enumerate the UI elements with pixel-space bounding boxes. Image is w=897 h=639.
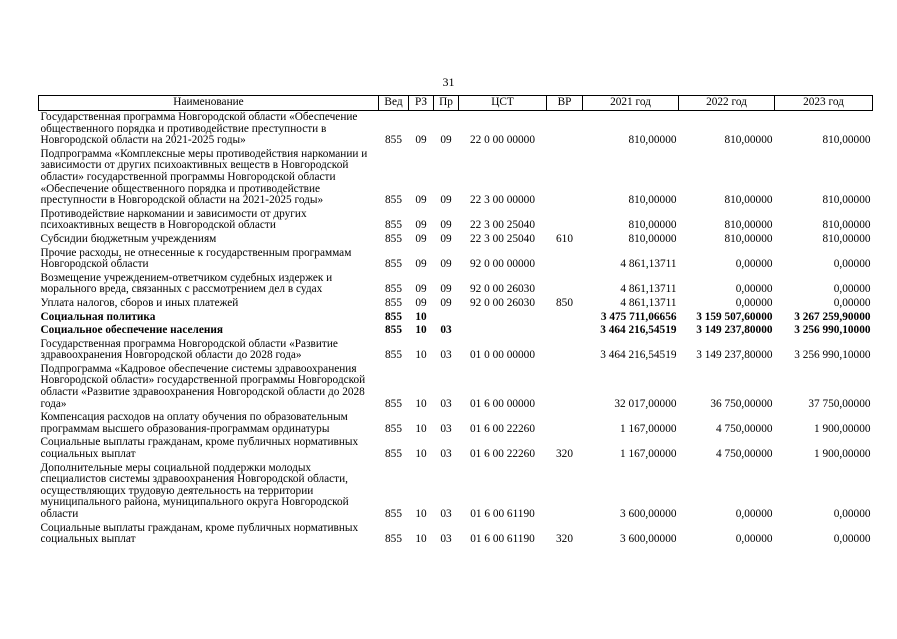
- cell-2021: 4 861,13711: [620, 283, 677, 296]
- cell-2021: 810,00000: [628, 134, 677, 147]
- cell-name: Государственная программа Новгородской области «Обеспечение общественного порядка и противодействие преступности в Новгородской области на 2021-2025 годы»: [40, 111, 358, 147]
- cell-ved: 855: [385, 324, 402, 337]
- cell-2022: 3 149 237,80000: [696, 324, 773, 337]
- cell-vr: 850: [556, 296, 573, 309]
- cell-2022: 810,00000: [724, 232, 773, 245]
- cell-2021: 3 464 216,54519: [600, 349, 677, 362]
- cell-name: Социальное обеспечение населения: [40, 324, 223, 337]
- cell-2021: 32 017,00000: [614, 397, 677, 410]
- page-number: 31: [442, 75, 455, 89]
- header-name: Наименование: [39, 96, 379, 111]
- cell-cst: 22 3 00 25040: [470, 232, 535, 245]
- cell-pr: 09: [440, 296, 452, 309]
- cell-2022: 810,00000: [724, 134, 773, 147]
- table-row: [39, 522, 873, 547]
- cell-cst: [459, 324, 547, 338]
- cell-name: Возмещение учреждением-ответчиком судебных издержек и морального вреда, связанных с рассмотрением дел в судах: [40, 271, 333, 296]
- cell-rz: 09: [415, 258, 427, 271]
- cell-pr: 09: [440, 219, 452, 232]
- header-vr: ВР: [547, 96, 583, 111]
- cell-vr: [547, 272, 583, 297]
- cell-ved: 855: [385, 296, 402, 309]
- cell-cst: 01 6 00 61190: [470, 508, 535, 520]
- cell-2022: 810,00000: [724, 219, 773, 232]
- cell-2021: 4 861,13711: [620, 296, 677, 309]
- cell-name: Компенсация расходов на оплату обучения по образовательным программам высшего образования-программам ординатуры: [40, 411, 348, 435]
- table-row: [39, 436, 873, 461]
- cell-rz: 09: [415, 283, 427, 296]
- header-rz: РЗ: [409, 96, 434, 111]
- cell-pr: 09: [440, 134, 452, 147]
- cell-vr: [547, 338, 583, 363]
- cell-name: Уплата налогов, сборов и иных платежей: [40, 296, 239, 309]
- cell-vr: [547, 363, 583, 411]
- cell-pr: 09: [440, 194, 452, 207]
- cell-ved: 855: [385, 258, 402, 271]
- cell-pr: 09: [440, 258, 452, 271]
- header-pr: Пр: [434, 96, 459, 111]
- cell-rz: 09: [415, 232, 427, 245]
- cell-ved: 855: [385, 448, 402, 461]
- cell-2023: 810,00000: [822, 219, 871, 232]
- table-row: [39, 233, 873, 247]
- cell-rz: 10: [415, 448, 427, 461]
- cell-cst: 92 0 00 00000: [470, 258, 535, 271]
- cell-2022: 4 750,00000: [716, 448, 773, 461]
- cell-cst: 22 3 00 00000: [470, 194, 535, 207]
- cell-vr: [547, 148, 583, 208]
- cell-2023: 1 900,00000: [814, 448, 871, 461]
- cell-vr: [547, 411, 583, 436]
- cell-rz: 10: [415, 533, 427, 546]
- cell-name: Государственная программа Новгородской области «Развитие здравоохранения Новгородской области до 2028 года»: [40, 337, 338, 362]
- cell-2021: 1 167,00000: [620, 448, 677, 461]
- cell-2022: 4 750,00000: [716, 422, 773, 435]
- cell-pr: 09: [440, 283, 452, 296]
- cell-vr: [547, 462, 583, 522]
- cell-ved: 855: [385, 533, 402, 546]
- cell-name: Социальные выплаты гражданам, кроме публичных нормативных социальных выплат: [40, 521, 359, 546]
- cell-2023: 0,00000: [833, 508, 871, 520]
- cell-vr: 320: [556, 448, 573, 461]
- cell-cst: 01 6 00 22260: [470, 448, 535, 461]
- cell-2023: 37 750,00000: [808, 397, 871, 410]
- cell-vr: [547, 208, 583, 233]
- cell-2022: 36 750,00000: [710, 397, 773, 410]
- cell-ved: 855: [385, 283, 402, 296]
- cell-vr: 320: [556, 533, 573, 546]
- cell-ved: 855: [385, 349, 402, 362]
- cell-ved: 855: [385, 232, 402, 245]
- cell-vr: 610: [556, 232, 573, 245]
- cell-ved: 855: [385, 422, 402, 435]
- table-row: [39, 363, 873, 411]
- cell-vr: [547, 311, 583, 325]
- table-row: [39, 208, 873, 233]
- cell-2023: 1 900,00000: [814, 422, 871, 435]
- cell-vr: [547, 324, 583, 338]
- cell-2021: 3 475 711,06656: [600, 310, 677, 323]
- cell-name: Подпрограмма «Кадровое обеспечение системы здравоохранения Новгородской области» государственной программы Новгородской области «Развитие здравоохранения Новгородской области до 2028 года»: [40, 362, 366, 410]
- header-2022: 2022 год: [679, 96, 775, 111]
- cell-rz: 09: [415, 194, 427, 207]
- cell-2021: 3 600,00000: [620, 533, 677, 546]
- cell-2021: 3 600,00000: [620, 508, 677, 520]
- table-row: [39, 338, 873, 363]
- cell-rz: 10: [415, 397, 427, 410]
- cell-pr: 09: [440, 232, 452, 245]
- cell-pr: 03: [440, 422, 452, 435]
- cell-rz: 10: [415, 422, 427, 435]
- header-ved: Вед: [379, 96, 409, 111]
- header-cst: ЦСТ: [459, 96, 547, 111]
- cell-2022: 0,00000: [735, 296, 773, 309]
- table-row: [39, 297, 873, 311]
- cell-rz: 10: [415, 349, 427, 362]
- cell-name: Противодействие наркомании и зависимости от других психоактивных веществ в Новгородской области: [40, 207, 307, 232]
- cell-ved: 855: [385, 194, 402, 207]
- cell-vr: [547, 111, 583, 148]
- cell-2023: 3 267 259,90000: [794, 310, 871, 323]
- cell-ved: 855: [385, 134, 402, 147]
- cell-rz: 09: [415, 219, 427, 232]
- cell-2023: 3 256 990,10000: [794, 349, 871, 362]
- cell-ved: 855: [385, 508, 402, 520]
- table-body: [39, 111, 873, 547]
- cell-ved: 855: [385, 310, 402, 323]
- cell-2021: 1 167,00000: [620, 422, 677, 435]
- cell-cst: 92 0 00 26030: [470, 283, 535, 296]
- cell-cst: 01 6 00 00000: [470, 397, 535, 410]
- table-row: [39, 272, 873, 297]
- cell-2021: 810,00000: [628, 219, 677, 232]
- table-row: [39, 324, 873, 338]
- cell-name: Подпрограмма «Комплексные меры противодействия наркомании и зависимости от других психоактивных веществ в Новгородской области» государственной программы Новгородской области «Обеспечение общественного порядка и противодействие преступности в Новгородской области на 2021-2025 годы»: [40, 147, 368, 207]
- cell-2022: 3 149 237,80000: [696, 349, 773, 362]
- cell-name: Дополнительные меры социальной поддержки молодых специалистов системы здравоохранения Новгородской области, осуществляющих трудовую деятельность на территории муниципального района, муниципального округа Новгородской области: [40, 461, 349, 520]
- cell-pr: [434, 311, 459, 325]
- cell-2023: 0,00000: [833, 533, 871, 546]
- cell-name: Прочие расходы, не отнесенные к государственным программам Новгородской области: [40, 246, 352, 271]
- cell-2022: 3 159 507,60000: [696, 310, 773, 323]
- budget-table: [38, 95, 873, 547]
- table-row: [39, 462, 873, 522]
- cell-rz: 09: [415, 296, 427, 309]
- cell-2023: 810,00000: [822, 194, 871, 207]
- cell-pr: 03: [440, 533, 452, 546]
- table-row: [39, 111, 873, 148]
- cell-ved: 855: [385, 397, 402, 410]
- cell-rz: 10: [415, 324, 427, 337]
- cell-rz: 10: [415, 508, 427, 520]
- cell-cst: 92 0 00 26030: [470, 296, 535, 309]
- header-2021: 2021 год: [583, 96, 679, 111]
- cell-2022: 0,00000: [735, 283, 773, 296]
- cell-2022: 810,00000: [724, 194, 773, 207]
- cell-pr: 03: [440, 508, 452, 520]
- cell-pr: 03: [440, 349, 452, 362]
- cell-2021: 4 861,13711: [620, 258, 677, 271]
- cell-2023: 0,00000: [833, 296, 871, 309]
- cell-2021: 3 464 216,54519: [600, 324, 677, 337]
- cell-2023: 3 256 990,10000: [794, 324, 871, 337]
- cell-cst: 01 6 00 22260: [470, 422, 535, 435]
- header-2023: 2023 год: [775, 96, 873, 111]
- cell-2021: 810,00000: [628, 232, 677, 245]
- cell-2022: 0,00000: [735, 258, 773, 271]
- cell-2022: 0,00000: [735, 533, 773, 546]
- table-header-row: [39, 96, 873, 111]
- cell-2023: 0,00000: [833, 258, 871, 271]
- cell-name: Субсидии бюджетным учреждениям: [40, 232, 217, 245]
- cell-2021: 810,00000: [628, 194, 677, 207]
- cell-2023: 810,00000: [822, 134, 871, 147]
- cell-cst: 01 6 00 61190: [470, 533, 535, 546]
- table-row: [39, 411, 873, 436]
- cell-cst: [459, 311, 547, 325]
- table-row: [39, 247, 873, 272]
- cell-cst: 22 3 00 25040: [470, 219, 535, 232]
- cell-rz: 09: [415, 134, 427, 147]
- table-row: [39, 148, 873, 208]
- cell-cst: 01 0 00 00000: [470, 349, 535, 362]
- cell-name: Социальные выплаты гражданам, кроме публичных нормативных социальных выплат: [40, 436, 359, 461]
- cell-pr: 03: [440, 448, 452, 461]
- cell-cst: 22 0 00 00000: [470, 134, 535, 147]
- table-row: [39, 311, 873, 325]
- cell-ved: 855: [385, 219, 402, 232]
- cell-vr: [547, 247, 583, 272]
- cell-name: Социальная политика: [40, 310, 156, 323]
- cell-rz: 10: [415, 310, 427, 323]
- cell-pr: 03: [440, 397, 452, 410]
- cell-pr: 03: [440, 324, 452, 337]
- cell-2023: 810,00000: [822, 232, 871, 245]
- cell-2022: 0,00000: [735, 508, 773, 520]
- cell-2023: 0,00000: [833, 283, 871, 296]
